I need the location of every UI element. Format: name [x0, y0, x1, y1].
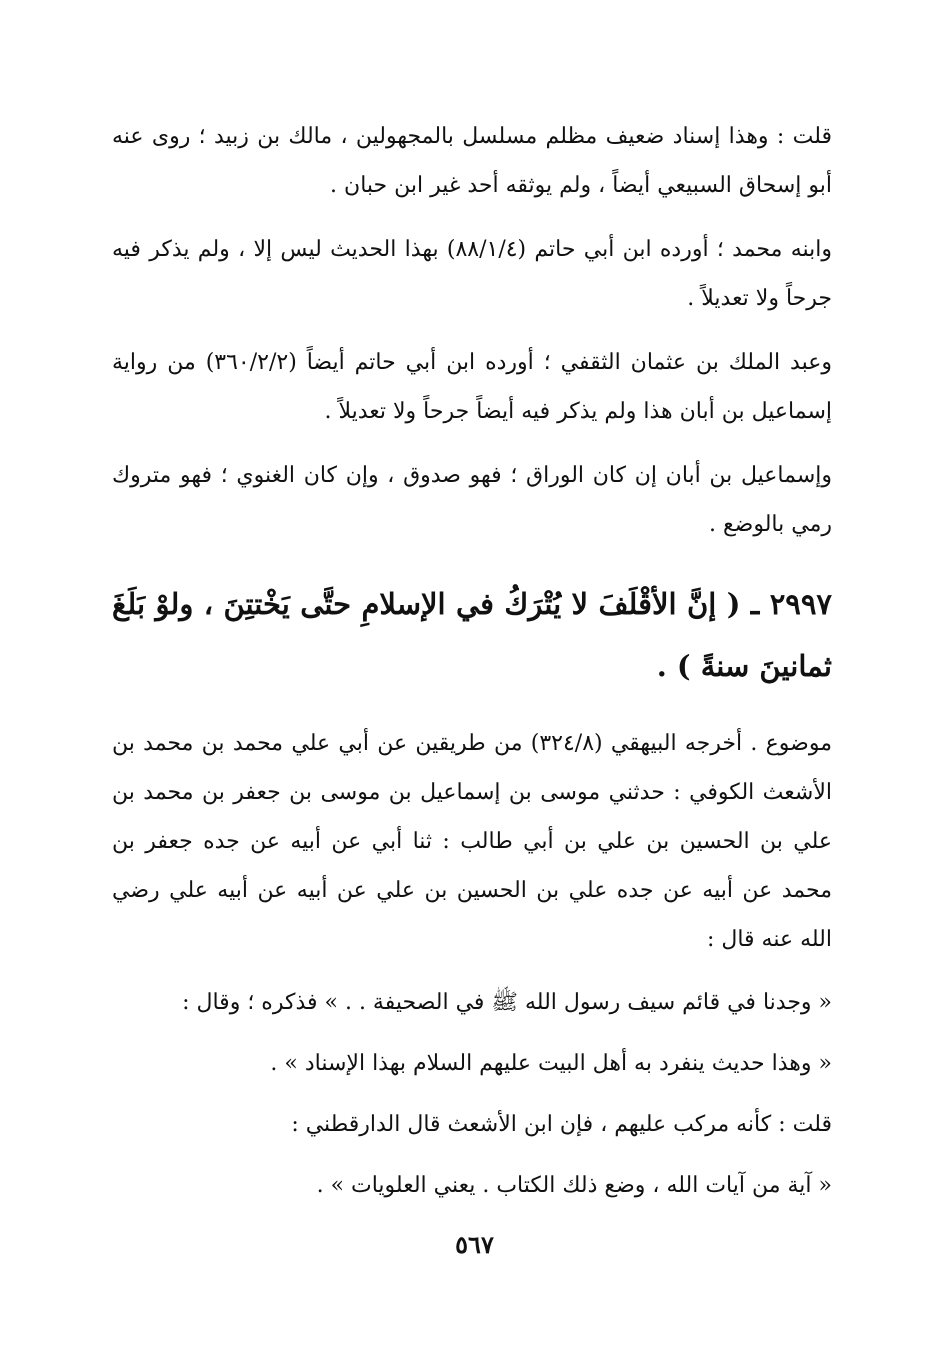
note-daraqutni: قلت : كأنه مركب عليهم ، فإن ابن الأشعث قال الدارقطني :: [291, 1112, 832, 1137]
paragraph-chain-weakness: قلت : وهذا إسناد ضعيف مظلم مسلسل بالمجهولين ، مالك بن زبيد ؛ روى عنه أبو إسحاق السبيعي أيضاً ، ولم يوثقه أحد غير ابن حبان .: [112, 124, 832, 198]
quote-sword-hilt: « وجدنا في قائم سيف رسول الله ﷺ في الصحيفة . . » فذكره ؛ وقال :: [182, 990, 832, 1015]
page-body: [112, 112, 832, 1223]
paragraph-ismail-ibn-aban: وإسماعيل بن أبان إن كان الوراق ؛ فهو صدوق ، وإن كان الغنوي ؛ فهو متروك رمي بالوضع .: [112, 463, 833, 537]
page-number: ٥٦٧: [455, 1230, 494, 1259]
quote-alawiyyat: « آية من آيات الله ، وضع ذلك الكتاب . يعني العلويات » .: [316, 1173, 832, 1198]
paragraph-abd-al-malik: وعبد الملك بن عثمان الثقفي ؛ أورده ابن أبي حاتم أيضاً (٣٦٠/٢/٢) من رواية إسماعيل بن أبان هذا ولم يذكر فيه أيضاً جرحاً ولا تعديلاً .: [112, 350, 832, 424]
paragraph-son-muhammad: وابنه محمد ؛ أورده ابن أبي حاتم (٨٨/١/٤) بهذا الحديث ليس إلا ، ولم يذكر فيه جرحاً ولا تعديلاً .: [112, 237, 832, 311]
hadith-heading: ٢٩٩٧ ـ ( إنَّ الأقْلَفَ لا يُتْرَكُ في الإسلامِ حتَّى يَخْتتِنَ ، ولوْ بَلَغَ ثمانينَ سنةً ) .: [112, 587, 832, 683]
quote-ahl-al-bayt: « وهذا حديث ينفرد به أهل البيت عليهم السلام بهذا الإسناد » .: [270, 1051, 832, 1076]
paragraph-commentary: موضوع . أخرجه البيهقي (٣٢٤/٨) من طريقين عن أبي علي محمد بن محمد بن الأشعث الكوفي : حدثني موسى بن إسماعيل بن موسى بن جعفر بن محمد بن علي بن الحسين بن علي بن أبي طالب : ثنا أبي عن أبيه عن جده جعفر بن محمد عن أبيه عن جده علي بن الحسين بن علي عن أبيه عن أبيه علي رضي الله عنه قال :: [112, 731, 832, 952]
